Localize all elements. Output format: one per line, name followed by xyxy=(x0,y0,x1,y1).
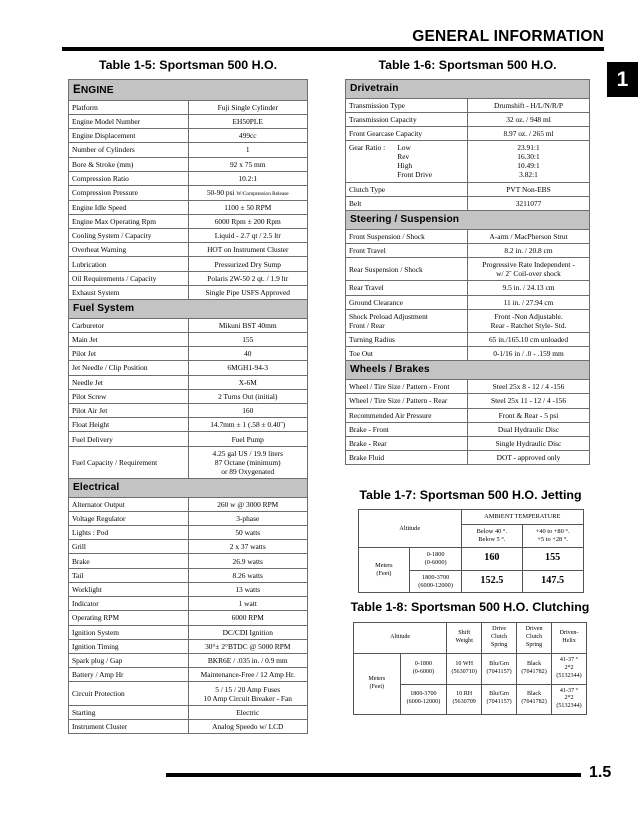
page-header-title: GENERAL INFORMATION xyxy=(412,28,604,45)
jetting-main-jet-value: 147.5 xyxy=(522,570,583,593)
spec-label: Brake Fluid xyxy=(346,451,468,465)
spec-value: Polaris 2W-50 2 qt. / 1.9 ltr xyxy=(188,271,308,285)
spec-label: Ignition Timing xyxy=(69,639,189,653)
right-column xyxy=(345,58,590,465)
clutching-cell: Blu/Grn (7041157) xyxy=(482,653,517,684)
section-header-row xyxy=(346,211,590,230)
table-row xyxy=(69,243,308,257)
table-row xyxy=(69,705,308,719)
spec-value: A-arm / MacPherson Strut xyxy=(468,229,590,243)
spec-value: Electric xyxy=(188,705,308,719)
spec-label: Fuel Delivery xyxy=(69,432,189,446)
spec-label: Worklight xyxy=(69,582,189,596)
spec-value: 2 x 37 watts xyxy=(188,540,308,554)
table-1-6-caption: Table 1-6: Sportsman 500 H.O. xyxy=(378,58,557,72)
spec-label: Belt xyxy=(346,196,468,210)
spec-value: 5 / 15 / 20 Amp Fuses 10 Amp Circuit Breaker - Fan xyxy=(188,682,308,705)
spec-value: 26.9 watts xyxy=(188,554,308,568)
spec-value: 8.26 watts xyxy=(188,568,308,582)
spec-label: Main Jet xyxy=(69,332,189,346)
table-row xyxy=(346,408,590,422)
clutching-column-header: Drive Clutch Spring xyxy=(482,623,517,654)
table-row xyxy=(69,540,308,554)
spec-label: Grill xyxy=(69,540,189,554)
spec-value: 30°± 2°BTDC @ 5000 RPM xyxy=(188,639,308,653)
spec-label: Front Suspension / Shock xyxy=(346,229,468,243)
spec-label: Carburetor xyxy=(69,318,189,332)
spec-label: Tail xyxy=(69,568,189,582)
spec-value: Dual Hydraulic Disc xyxy=(468,422,590,436)
spec-label: Indicator xyxy=(69,597,189,611)
spec-label: Bore & Stroke (mm) xyxy=(69,157,189,171)
table-row xyxy=(346,127,590,141)
spec-label: Compression Ratio xyxy=(69,171,189,185)
section-header-row xyxy=(346,361,590,380)
spec-label: Spark plug / Gap xyxy=(69,654,189,668)
table-row xyxy=(346,422,590,436)
table-row xyxy=(69,682,308,705)
gear-name: Rev xyxy=(397,152,410,162)
clutching-column-header: Shift Weight xyxy=(447,623,482,654)
spec-label: Instrument Cluster xyxy=(69,719,189,733)
jetting-altitude-value: 1800-3700 (6000-12000) xyxy=(410,570,462,593)
table-row xyxy=(69,389,308,403)
spec-value: Fuji Single Cylinder xyxy=(188,100,308,114)
spec-label: Wheel / Tire Size / Pattern - Front xyxy=(346,380,468,394)
clutching-column-header: Driven- Helix xyxy=(552,623,587,654)
spec-label: Engine Model Number xyxy=(69,114,189,128)
table-1-5-caption: Table 1-5: Sportsman 500 H.O. xyxy=(98,58,278,72)
clutching-cell: 10 RH (5630709 xyxy=(447,684,482,715)
spec-label: Lights : Pod xyxy=(69,526,189,540)
table-row xyxy=(69,129,308,143)
jetting-temp-column: Below 40 °. Below 5 °. xyxy=(462,525,523,548)
clutching-cell: Black (7041782) xyxy=(517,684,552,715)
table-1-8 xyxy=(353,622,587,715)
spec-label: Platform xyxy=(69,100,189,114)
jetting-main-jet-value: 160 xyxy=(462,548,523,571)
spec-value: 8.2 in. / 20.8 cm xyxy=(468,243,590,257)
spec-value: 499cc xyxy=(188,129,308,143)
spec-value: Single Hydraulic Disc xyxy=(468,436,590,450)
gear-ratio-value: 23.91:1 xyxy=(517,143,540,153)
table-row xyxy=(346,295,590,309)
table-row xyxy=(346,281,590,295)
clutching-cell: 41-37 ° 2*2 (5132344) xyxy=(552,653,587,684)
table-row xyxy=(69,719,308,733)
jetting-temp-column: +40 to +80 °. +5 to +28 °. xyxy=(522,525,583,548)
section-title: Steering / Suspension xyxy=(346,211,590,230)
header-divider xyxy=(62,47,604,51)
spec-label: Number of Cylinders xyxy=(69,143,189,157)
spec-value: 160 xyxy=(188,404,308,418)
gear-name: High xyxy=(397,161,413,171)
jetting-header-row xyxy=(358,510,583,525)
table-row xyxy=(69,511,308,525)
table-row xyxy=(346,243,590,257)
spec-value: 32 oz. / 948 ml xyxy=(468,112,590,126)
spec-value: Maintenance-Free / 12 Amp Hr. xyxy=(188,668,308,682)
table-row xyxy=(346,394,590,408)
spec-value: Fuel Pump xyxy=(188,432,308,446)
table-row xyxy=(346,112,590,126)
spec-value: 1100 ± 50 RPM xyxy=(188,200,308,214)
table-row xyxy=(346,98,590,112)
spec-label: Exhaust System xyxy=(69,285,189,299)
table-row xyxy=(69,404,308,418)
spec-value: HOT on Instrument Cluster xyxy=(188,243,308,257)
spec-label: Brake xyxy=(69,554,189,568)
spec-value: 1 watt xyxy=(188,597,308,611)
footer-divider xyxy=(166,773,581,777)
spec-value: 40 xyxy=(188,347,308,361)
section-title: Electrical xyxy=(69,478,308,497)
jetting-altitude-value: 0-1800 (0-6000) xyxy=(410,548,462,571)
table-1-7 xyxy=(358,509,584,593)
table-row xyxy=(346,182,590,196)
gear-name: Low xyxy=(397,143,411,153)
spec-value: 155 xyxy=(188,332,308,346)
section-header-row xyxy=(69,80,308,101)
jetting-main-jet-value: 155 xyxy=(522,548,583,571)
table-row xyxy=(69,654,308,668)
spec-value: Drumshift - H/L/N/R/P xyxy=(468,98,590,112)
spec-value: 65 in./165.10 cm unloaded xyxy=(468,333,590,347)
spec-label: Jet Needle / Clip Position xyxy=(69,361,189,375)
section-title: Wheels / Brakes xyxy=(346,361,590,380)
table-row xyxy=(69,526,308,540)
spec-label: Brake - Front xyxy=(346,422,468,436)
spec-value: 260 w @ 3000 RPM xyxy=(188,497,308,511)
clutching-altitude-value: 0-1800 (0-6000) xyxy=(400,653,447,684)
spec-label: Overheat Warning xyxy=(69,243,189,257)
table-1-5 xyxy=(68,79,308,734)
spec-label: Turning Radius xyxy=(346,333,468,347)
spec-label: Operating RPM xyxy=(69,611,189,625)
spec-value: 2 Turns Out (initial) xyxy=(188,389,308,403)
spec-label: Pilot Jet xyxy=(69,347,189,361)
clutching-units-label: Meters (Feet) xyxy=(354,653,401,715)
spec-label: Engine Max Operating Rpm xyxy=(69,214,189,228)
clutching-cell: 41-37 ° 2*2 (5132344) xyxy=(552,684,587,715)
page-number: 1.5 xyxy=(589,764,612,781)
jetting-data-row xyxy=(358,548,583,571)
spec-label: Rear Travel xyxy=(346,281,468,295)
section-header-row xyxy=(69,300,308,319)
clutching-altitude-value: 1800-3700 (6000-12000) xyxy=(400,684,447,715)
spec-value: 4.25 gal US / 19.9 liters 87 Octane (minimum) or 89 Oxygenated xyxy=(188,446,308,478)
spec-label: Transmission Type xyxy=(346,98,468,112)
spec-value: 0-1/16 in / .0 - .159 mm xyxy=(468,347,590,361)
spec-value: DC/CDI Ignition xyxy=(188,625,308,639)
section-title: ENGINE xyxy=(69,80,308,101)
section-header-row xyxy=(69,478,308,497)
spec-label: Rear Suspension / Shock xyxy=(346,258,468,281)
spec-label: Circuit Protection xyxy=(69,682,189,705)
table-row xyxy=(346,141,590,182)
spec-value: EH50PLE xyxy=(188,114,308,128)
spec-label: Battery / Amp Hr xyxy=(69,668,189,682)
table-row xyxy=(69,446,308,478)
table-row xyxy=(69,157,308,171)
spec-value: 13 watts xyxy=(188,582,308,596)
spec-value: Analog Speedo w/ LCD xyxy=(188,719,308,733)
clutching-header-row xyxy=(354,623,587,654)
spec-value: Steel 25x 8 - 12 / 4 -156 xyxy=(468,380,590,394)
spec-value: 8.97 oz. / 265 ml xyxy=(468,127,590,141)
table-row xyxy=(69,285,308,299)
table-row xyxy=(69,568,308,582)
clutching-altitude-header: Altitude xyxy=(354,623,447,654)
spec-value: 92 x 75 mm xyxy=(188,157,308,171)
table-row xyxy=(69,554,308,568)
gear-ratio-value: 16.30:1 xyxy=(517,152,540,162)
gear-ratio-prefix xyxy=(349,152,397,161)
clutching-section xyxy=(345,600,595,715)
spec-label: Ignition System xyxy=(69,625,189,639)
spec-value: Mikuni BST 40mm xyxy=(188,318,308,332)
left-column xyxy=(68,58,308,734)
spec-label: Wheel / Tire Size / Pattern - Rear xyxy=(346,394,468,408)
table-row xyxy=(69,347,308,361)
spec-label: Front Travel xyxy=(346,243,468,257)
table-row xyxy=(69,332,308,346)
table-row xyxy=(69,611,308,625)
spec-value: 9.5 in. / 24.13 cm xyxy=(468,281,590,295)
jetting-section xyxy=(349,488,592,593)
spec-value: 50-90 psi W/Compression Release xyxy=(188,185,308,200)
clutching-cell: Blu/Grn (7041157) xyxy=(482,684,517,715)
table-row xyxy=(346,347,590,361)
clutching-cell: 10 WH (5630710) xyxy=(447,653,482,684)
table-row xyxy=(69,597,308,611)
spec-label: Oil Requirements / Capacity xyxy=(69,271,189,285)
clutching-cell: Black (7041782) xyxy=(517,653,552,684)
spec-value: Front & Rear - 5 psi xyxy=(468,408,590,422)
table-row xyxy=(346,380,590,394)
table-row xyxy=(69,582,308,596)
spec-value: 14.7mm ± 1 (.58 ± 0.40˝) xyxy=(188,418,308,432)
clutching-column-header: Driven Clutch Spring xyxy=(517,623,552,654)
spec-value: 6MGH1-94-3 xyxy=(188,361,308,375)
table-row xyxy=(69,375,308,389)
spec-label: Lubrication xyxy=(69,257,189,271)
table-row xyxy=(69,639,308,653)
spec-value: 6000 Rpm ± 200 Rpm xyxy=(188,214,308,228)
table-row xyxy=(69,668,308,682)
table-1-6 xyxy=(345,79,590,465)
spec-value: Pressurized Dry Sump xyxy=(188,257,308,271)
jetting-ambient-header: AMBIENT TEMPERATURE xyxy=(462,510,584,525)
spec-label: Cooling System / Capacity xyxy=(69,229,189,243)
spec-value: 6000 RPM xyxy=(188,611,308,625)
spec-label: Engine Idle Speed xyxy=(69,200,189,214)
table-row xyxy=(69,257,308,271)
table-row xyxy=(69,171,308,185)
gear-name: Front Drive xyxy=(397,170,432,180)
gear-ratio-values-cell xyxy=(468,141,590,182)
spec-label: Starting xyxy=(69,705,189,719)
table-row xyxy=(69,432,308,446)
spec-value: 3211077 xyxy=(468,196,590,210)
table-1-7-caption: Table 1-7: Sportsman 500 H.O. Jetting xyxy=(359,488,582,502)
spec-value: PVT Non-EBS xyxy=(468,182,590,196)
table-row xyxy=(69,100,308,114)
gear-ratio-prefix: Gear Ratio : xyxy=(349,143,386,153)
table-row xyxy=(69,625,308,639)
spec-value: 10.2:1 xyxy=(188,171,308,185)
jetting-main-jet-value: 152.5 xyxy=(462,570,523,593)
clutching-data-row xyxy=(354,653,587,684)
table-row xyxy=(346,451,590,465)
gear-ratio-value: 10.49:1 xyxy=(517,161,540,171)
table-row xyxy=(69,418,308,432)
spec-value: 50 watts xyxy=(188,526,308,540)
jetting-altitude-header: Altitude xyxy=(358,510,462,548)
spec-label: Toe Out xyxy=(346,347,468,361)
gear-ratio-label-cell xyxy=(346,141,468,182)
spec-label: Needle Jet xyxy=(69,375,189,389)
table-row xyxy=(346,229,590,243)
spec-label: Voltage Regulator xyxy=(69,511,189,525)
spec-label: Compression Pressure xyxy=(69,185,189,200)
table-row xyxy=(346,333,590,347)
table-row xyxy=(346,258,590,281)
table-row xyxy=(69,114,308,128)
spec-value: Progressive Rate Independent - w/ 2˝ Coil-over shock xyxy=(468,258,590,281)
spec-value: 1 xyxy=(188,143,308,157)
spec-value: Liquid - 2.7 qt / 2.5 ltr xyxy=(188,229,308,243)
table-row xyxy=(346,196,590,210)
table-row xyxy=(69,271,308,285)
table-row xyxy=(346,309,590,332)
chapter-tab: 1 xyxy=(607,62,638,97)
table-row xyxy=(69,185,308,200)
section-header-row xyxy=(346,80,590,99)
table-row xyxy=(69,214,308,228)
spec-label: Recommended Air Pressure xyxy=(346,408,468,422)
spec-value: BKR6E / .035 in. / 0.9 mm xyxy=(188,654,308,668)
jetting-units-label: Meters (Feet) xyxy=(358,548,410,593)
gear-ratio-value: 3.82:1 xyxy=(519,170,538,180)
spec-value: Single Pipe USFS Approved xyxy=(188,285,308,299)
table-row xyxy=(346,436,590,450)
gear-ratio-prefix xyxy=(349,170,397,179)
spec-label: Clutch Type xyxy=(346,182,468,196)
table-row xyxy=(69,200,308,214)
gear-ratio-prefix xyxy=(349,161,397,170)
spec-label: Ground Clearance xyxy=(346,295,468,309)
table-row xyxy=(69,143,308,157)
spec-label: Transmission Capacity xyxy=(346,112,468,126)
spec-value: DOT - approved only xyxy=(468,451,590,465)
spec-label: Fuel Capacity / Requirement xyxy=(69,446,189,478)
section-title: Fuel System xyxy=(69,300,308,319)
spec-label: Alternator Output xyxy=(69,497,189,511)
spec-value: Steel 25x 11 - 12 / 4 -156 xyxy=(468,394,590,408)
table-1-8-caption: Table 1-8: Sportsman 500 H.O. Clutching xyxy=(350,600,590,614)
spec-value: Front -Non Adjustable. Rear - Ratchet Style- Std. xyxy=(468,309,590,332)
spec-label: Shock Preload Adjustment Front / Rear xyxy=(346,309,468,332)
spec-value: X-6M xyxy=(188,375,308,389)
table-row xyxy=(69,497,308,511)
section-title: Drivetrain xyxy=(346,80,590,99)
table-row xyxy=(69,361,308,375)
table-row xyxy=(69,229,308,243)
spec-label: Pilot Screw xyxy=(69,389,189,403)
spec-label: Front Gearcase Capacity xyxy=(346,127,468,141)
table-row xyxy=(69,318,308,332)
spec-value: 3-phase xyxy=(188,511,308,525)
spec-label: Pilot Air Jet xyxy=(69,404,189,418)
spec-value: 11 in. / 27.94 cm xyxy=(468,295,590,309)
spec-label: Engine Displacement xyxy=(69,129,189,143)
spec-label: Float Height xyxy=(69,418,189,432)
spec-label: Brake - Rear xyxy=(346,436,468,450)
